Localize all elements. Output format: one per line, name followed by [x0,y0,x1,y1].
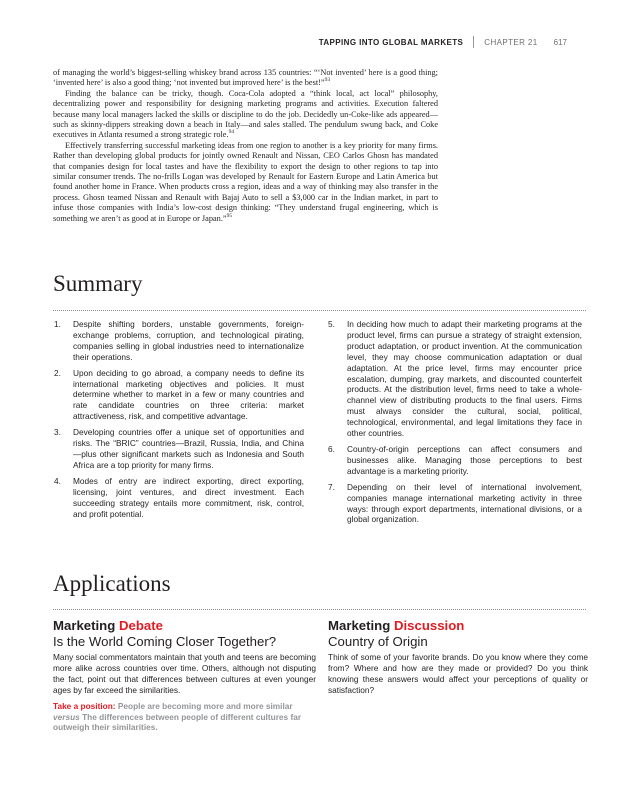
summary-item [54,319,304,363]
header-chapter: CHAPTER 21 [484,37,538,47]
discussion-accent: Discussion [393,618,465,633]
summary-rule [53,310,586,311]
header-section-title: TAPPING INTO GLOBAL MARKETS [318,37,464,47]
summary-item [54,476,304,520]
running-header [56,36,567,50]
header-right [319,36,567,48]
page-number: 617 [553,37,567,47]
discussion-subtitle: Country of Origin [328,634,428,649]
debate-body: Many social commentators maintain that youth and teens are becoming more alike across countries over time. Others, although not disputing the fact, point out that differences between cultures at even younger ages by far exceed the similarities. [53,652,316,695]
summary-item-text: In deciding how much to adapt their marketing programs at the product level, firms can pursue a strategy of straight extension, product adaptation, or product invention. At the communication level, they may choose communication adaptation or dual adaptation. At the price level, firms may encounter price escalation, dumping, gray markets, and discounted counterfeit products. At the distribution level, firms need to take a whole-channel view of distributing products to the final users. Firms must always consider the cultural, social, political, technological, environmental, and legal limitations they face in other countries. [347,319,582,439]
endnote-95[interactable]: 95 [226,212,233,219]
summary-left-column [54,319,304,524]
summary-item-number: 5. [328,319,335,329]
discussion-body: Think of some of your favorite brands. Do you know where they come from? Where and how are they made or provided? Do you think knowing these answers would affect your perceptions of quality or satisfaction? [328,652,588,695]
summary-right-column [328,319,582,530]
summary-item-text: Despite shifting borders, unstable governments, foreign-exchange problems, corruption, and technological pirating, companies selling in global industries need to internationalize their operations. [73,319,304,362]
header-divider [473,36,474,48]
summary-item-text: Country-of-origin perceptions can affect consumers and businesses alike. Managing those perceptions to best advantage is a marketing priority. [347,443,582,476]
intro-paragraph-1: of managing the world’s biggest-selling whiskey brand across 135 countries: “‘Not invented’ here is a good thing; ‘invented here’ is also a good thing; ‘not invented but improved here’ is the best!”$^{93}$ [53,68,438,88]
marketing-discussion-box [328,618,588,696]
intro-paragraph-2: Finding the balance can be tricky, though. Coca-Cola adopted a “think local, act local” philosophy, decentralizing power and responsibility for designing marketing programs and activities. Execution faltered because many local managers lacked the skills or discipline to do the job. Decidedly un-Coke-like ads appeared—such as skinny-dippers streaking down a beach in Italy—and sales stalled. The pendulum swung back, and Coke executives in Atlanta resumed a strong strategic role.$^{94}$ [53,88,438,140]
applications-rule [53,609,586,610]
summary-item-text: Modes of entry are indirect exporting, direct exporting, licensing, joint ventures, and direct investment. Each succeeding strategy entails more commitment, risk, control, and profit potential. [73,475,304,519]
marketing-debate-box [53,618,316,733]
intro-text [53,68,438,224]
take-a-position: Take a position: People are becoming more and more similar versus The differences between people of different cultures far outweigh their similarities. [53,700,302,733]
summary-item [54,427,304,471]
summary-item-number: 1. [54,319,61,329]
summary-item-text: Developing countries offer a unique set of opportunities and risks. The “BRIC” countries—Brazil, Russia, India, and China—plus other significant markets such as Indonesia and South Africa are a top priority for many firms. [73,427,304,470]
summary-item-number: 4. [54,475,61,486]
summary-item-number: 2. [54,367,61,378]
summary-item-number: 3. [54,427,61,438]
summary-heading: Summary [53,271,143,296]
summary-item [328,444,582,477]
summary-item [328,482,582,526]
summary-item-number: 6. [328,443,335,454]
discussion-heading: Marketing Discussion [328,618,465,633]
summary-item-number: 7. [328,481,335,492]
summary-item [54,368,304,423]
intro-paragraph-3: Effectively transferring successful marketing ideas from one region to another is a key priority for many firms. Rather than developing global products for jointly owned Renault and Nissan, CEO Carlos Ghosn has mandated that companies design for local tastes and have the flexibility to export the design to other regions to tap into similar consumer trends. The no-frills Logan was developed by Renault for Eastern Europe and Latin America but found another home in France. When products cross a region, ideas and a way of thinking may also transfer in the process. Ghosn teamed Nissan and Renault with Bajaj Auto to sell a $3,000 car in the Indian market, in part to infuse those companies with India’s low-cost design thinking: “They understand frugal engineering, which is something we aren’t as good at in Europe or Japan.”$^{95}$ [53,140,438,223]
summary-item [328,319,582,439]
take-position-label: Take a position: [53,700,116,711]
endnote-94[interactable]: 94 [228,129,235,136]
debate-heading: Marketing Debate [53,618,163,633]
endnote-93[interactable]: 93 [324,77,331,84]
summary-item-text: Upon deciding to go abroad, a company needs to define its international marketing objectives and policies. It must determine whether to market in a few or many countries and rate candidate countries on three criteria: market attractiveness, risk, and competitive advantage. [73,367,304,422]
debate-subtitle: Is the World Coming Closer Together? [53,634,277,649]
debate-accent: Debate [118,618,163,633]
applications-heading: Applications [53,571,171,596]
summary-item-text: Depending on their level of international involvement, companies manage international marketing activity in three ways: through export departments, international divisions, or a global organization. [347,481,582,525]
